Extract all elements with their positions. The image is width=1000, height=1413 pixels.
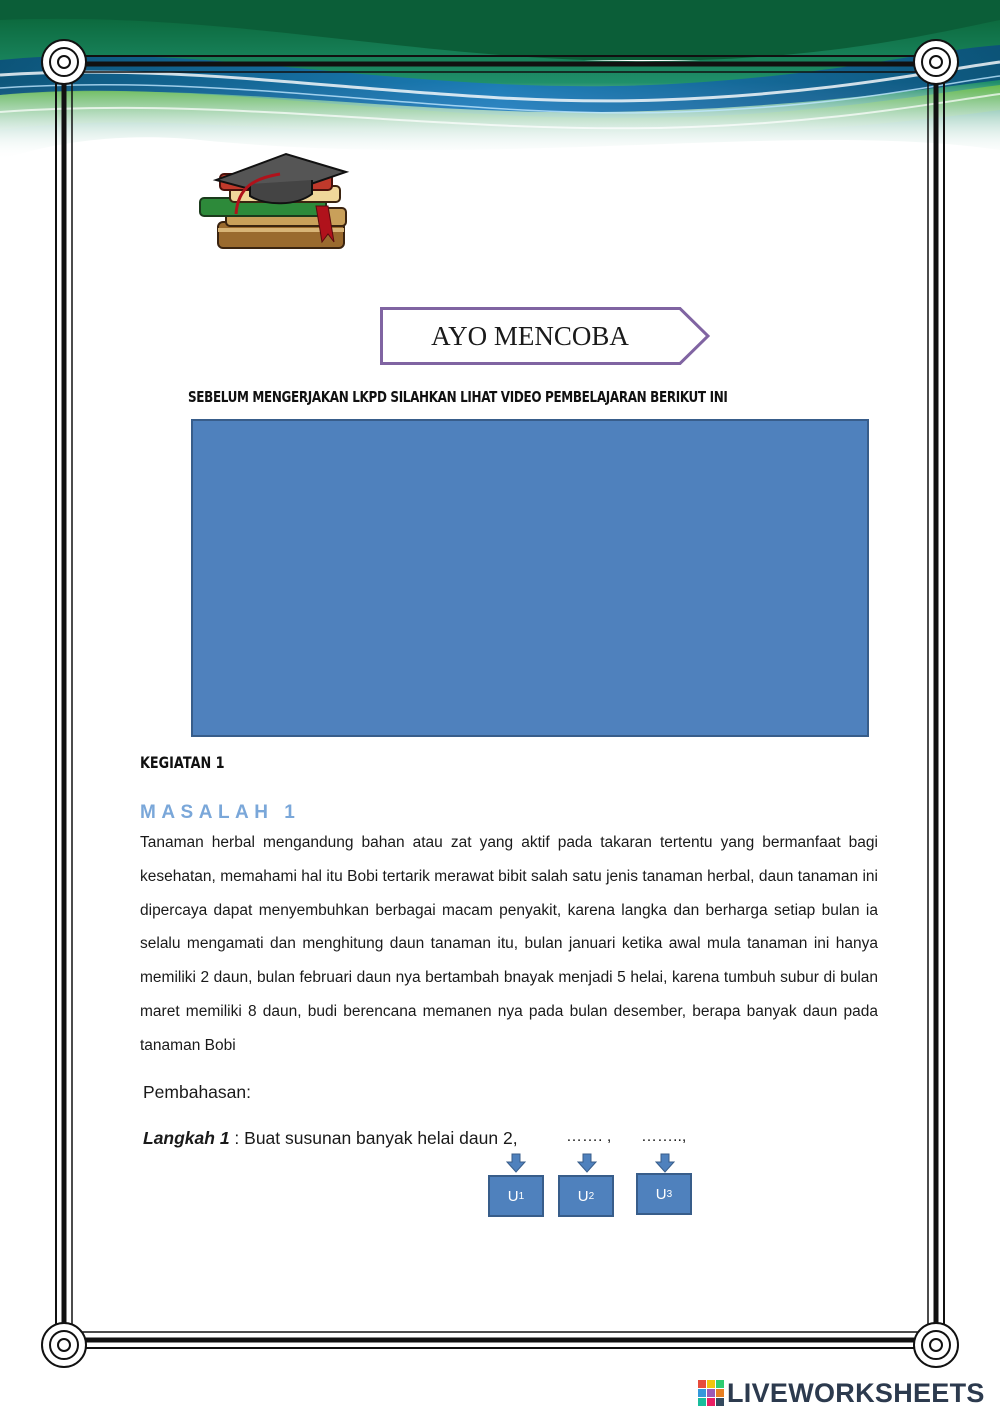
- step-text: : Buat susunan banyak helai daun 2,: [229, 1128, 518, 1148]
- term-sub: 2: [588, 1190, 595, 1202]
- books-graduation-cap-icon: [196, 150, 358, 262]
- corner-ornament-top-right: [914, 40, 958, 84]
- corner-ornament-bottom-left: [42, 1323, 86, 1367]
- term-box-u1: [488, 1175, 544, 1217]
- term-base: U: [507, 1187, 519, 1205]
- page-title: AYO MENCOBA: [431, 320, 629, 351]
- liveworksheets-logo-icon: [698, 1380, 724, 1406]
- term-base: U: [655, 1185, 667, 1203]
- activity-label: KEGIATAN 1: [140, 753, 225, 772]
- problem-heading: MASALAH 1: [140, 802, 301, 823]
- term-sub: 3: [666, 1188, 673, 1200]
- term-box-u3: [636, 1173, 692, 1215]
- corner-ornament-bottom-right: [914, 1323, 958, 1367]
- discussion-label: Pembahasan:: [143, 1082, 251, 1102]
- term-box-u2: [558, 1175, 614, 1217]
- step-1: [143, 1128, 518, 1149]
- liveworksheets-brand: [698, 1378, 985, 1408]
- term-sub: 1: [518, 1190, 525, 1202]
- video-instruction: SEBELUM MENGERJAKAN LKPD SILAHKAN LIHAT VIDEO PEMBELAJARAN BERIKUT INI: [188, 388, 728, 406]
- arrow-down-icon: [655, 1153, 675, 1173]
- problem-text: Tanaman herbal mengandung bahan atau zat yang aktif pada takaran tertentu yang bermanfaat bagi kesehatan, memahami hal itu Bobi tertarik merawat bibit salah satu jenis tanaman herbal, daun tanaman ini dipercaya dapat menyembuhkan berbagai macam penyakit, karena langka dan berharga setiap bulan ia selalu mengamati dan menghitung daun tanaman itu, bulan januari ketika awal mula tanaman ini hanya memiliki 2 daun, bulan februari daun nya bertambah bnayak menjadi 5 helai, karena tumbuh subur di bulan maret memiliki 8 daun, budi berencana memanen nya pada bulan desember, berapa banyak daun pada tanaman Bobi: [140, 834, 878, 1054]
- brand-name: LIVEWORKSHEETS: [727, 1377, 985, 1408]
- video-placeholder[interactable]: [191, 419, 869, 737]
- arrow-down-icon: [577, 1153, 597, 1173]
- answer-blank-2[interactable]: ……. ,: [566, 1128, 612, 1145]
- title-banner: [380, 307, 710, 365]
- corner-ornament-top-left: [42, 40, 86, 84]
- step-label: Langkah 1: [143, 1128, 230, 1148]
- arrow-down-icon: [506, 1153, 526, 1173]
- term-base: U: [577, 1187, 589, 1205]
- answer-blank-3[interactable]: ……..,: [641, 1128, 687, 1145]
